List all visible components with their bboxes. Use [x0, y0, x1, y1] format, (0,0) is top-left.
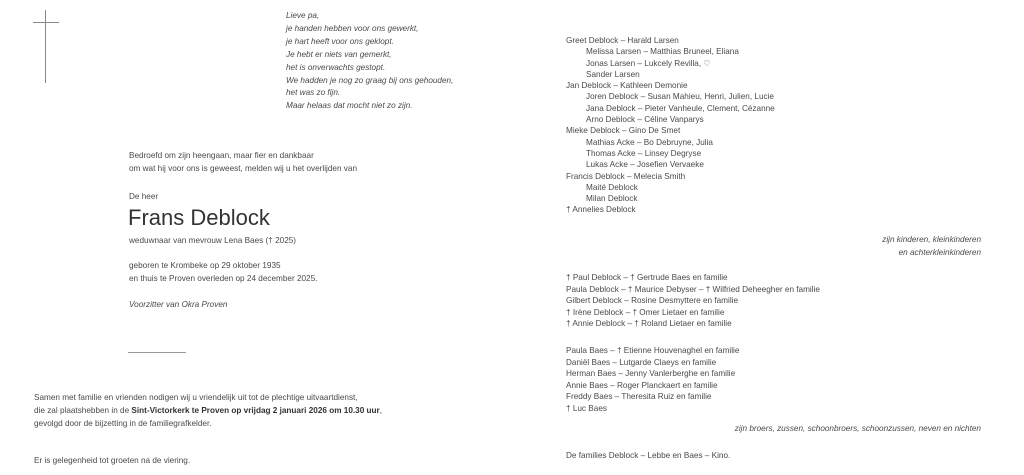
list-item: Sander Larsen: [586, 69, 640, 79]
list-item: † Luc Baes: [566, 403, 607, 413]
families-line: De families Deblock – Lebbe en Baes – Kino.: [566, 451, 731, 460]
poem-line: Maar helaas dat mocht niet zo zijn.: [286, 101, 413, 111]
died-line: en thuis te Proven overleden op 24 december 2025.: [129, 274, 318, 283]
funeral-line-2: [34, 406, 382, 415]
list-item: Milan Deblock: [586, 194, 638, 204]
list-item: Jonas Larsen – Lukcely Revilla, ♡: [586, 58, 711, 68]
list-item: † Irène Deblock – † Omer Lietaer en familie: [566, 307, 725, 317]
poem-line: Lieve pa,: [286, 11, 320, 20]
list-item: Annie Baes – Roger Planckaert en familie: [566, 380, 718, 390]
role-line: Voorzitter van Okra Proven: [129, 300, 228, 309]
list-item: Joren Deblock – Susan Mahieu, Henri, Julien, Lucie: [586, 92, 774, 102]
divider: [128, 352, 186, 353]
list-item: † Annelies Deblock: [566, 205, 636, 215]
list-item: Herman Baes – Jenny Vanlerberghe en familie: [566, 369, 736, 379]
funeral-line-1: Samen met familie en vrienden nodigen wij u vriendelijk uit tot de plechtige uitvaartdienst,: [34, 393, 358, 402]
poem: [286, 10, 453, 113]
poem-line: je handen hebben voor ons gewerkt,: [286, 23, 419, 33]
poem-line: het is onverwachts gestopt.: [286, 62, 386, 72]
list-item: Jana Deblock – Pieter Vanheule, Clement, Cézanne: [586, 103, 775, 113]
funeral-location-date: Sint-Victorkerk te Proven op vrijdag 2 januari 2026 om 10.30 uur: [131, 406, 380, 415]
list-item: Lukas Acke – Josefien Vervaeke: [586, 160, 704, 170]
funeral-line-2-pre: die zal plaatshebben in de: [34, 406, 132, 415]
siblings-caption: zijn broers, zussen, schoonbroers, schoonzussen, neven en nichten: [734, 424, 981, 433]
born-line: geboren te Krombeke op 29 oktober 1935: [129, 261, 281, 270]
funeral-line-3: gevolgd door de bijzetting in de familiegrafkelder.: [34, 419, 212, 428]
list-item: † Paul Deblock – † Gertrude Baes en familie: [566, 273, 728, 282]
poem-line: je hart heeft voor ons geklopt.: [286, 36, 394, 46]
list-item: Arno Deblock – Céline Vanparys: [586, 115, 704, 125]
poem-line: We hadden je nog zo graag bij ons gehouden,: [286, 75, 454, 85]
cross-icon: [45, 10, 46, 83]
widower-line: weduwnaar van mevrouw Lena Baes († 2025): [129, 236, 297, 245]
list-item: Mieke Deblock – Gino De Smet: [566, 126, 681, 136]
list-item: Melissa Larsen – Matthias Bruneel, Eliana: [586, 47, 739, 57]
greeting-line: Er is gelegenheid tot groeten na de viering.: [34, 456, 191, 465]
list-item: Gilbert Deblock – Rosine Desmyttere en familie: [566, 296, 739, 306]
children-list: [566, 35, 775, 216]
title-prefix: De heer: [129, 192, 159, 201]
list-item: Francis Deblock – Melecia Smith: [566, 171, 686, 181]
poem-line: Je hebt er niets van gemerkt,: [286, 49, 392, 59]
list-item: Greet Deblock – Harald Larsen: [566, 36, 679, 45]
list-item: Daniël Baes – Lutgarde Claeys en familie: [566, 357, 717, 367]
list-item: Mathias Acke – Bo Debruyne, Julia: [586, 137, 713, 147]
intro-line-1: Bedroefd om zijn heengaan, maar fier en dankbaar: [129, 151, 314, 160]
list-item: Paula Baes – † Etienne Houvenaghel en familie: [566, 346, 740, 355]
children-caption-line-2: en achterkleinkinderen: [898, 248, 981, 257]
list-item: Maité Deblock: [586, 182, 638, 192]
children-caption-line-1: zijn kinderen, kleinkinderen: [882, 235, 981, 244]
list-item: Thomas Acke – Linsey Degryse: [586, 148, 702, 158]
funeral-line-2-post: ,: [379, 406, 382, 415]
list-item: Paula Deblock – † Maurice Debyser – † Wilfried Deheegher en familie: [566, 284, 820, 294]
siblings-deblock-list: [566, 272, 820, 330]
cross-icon-bar: [33, 22, 59, 23]
list-item: † Annie Deblock – † Roland Lietaer en familie: [566, 319, 732, 329]
list-item: Freddy Baes – Theresita Ruiz en familie: [566, 392, 712, 402]
poem-line: het was zo fijn.: [286, 88, 341, 98]
intro-line-2: om wat hij voor ons is geweest, melden wij u het overlijden van: [129, 164, 357, 173]
list-item: Jan Deblock – Kathleen Demonie: [566, 81, 688, 91]
siblings-baes-list: [566, 345, 739, 415]
deceased-name: Frans Deblock: [128, 205, 270, 230]
